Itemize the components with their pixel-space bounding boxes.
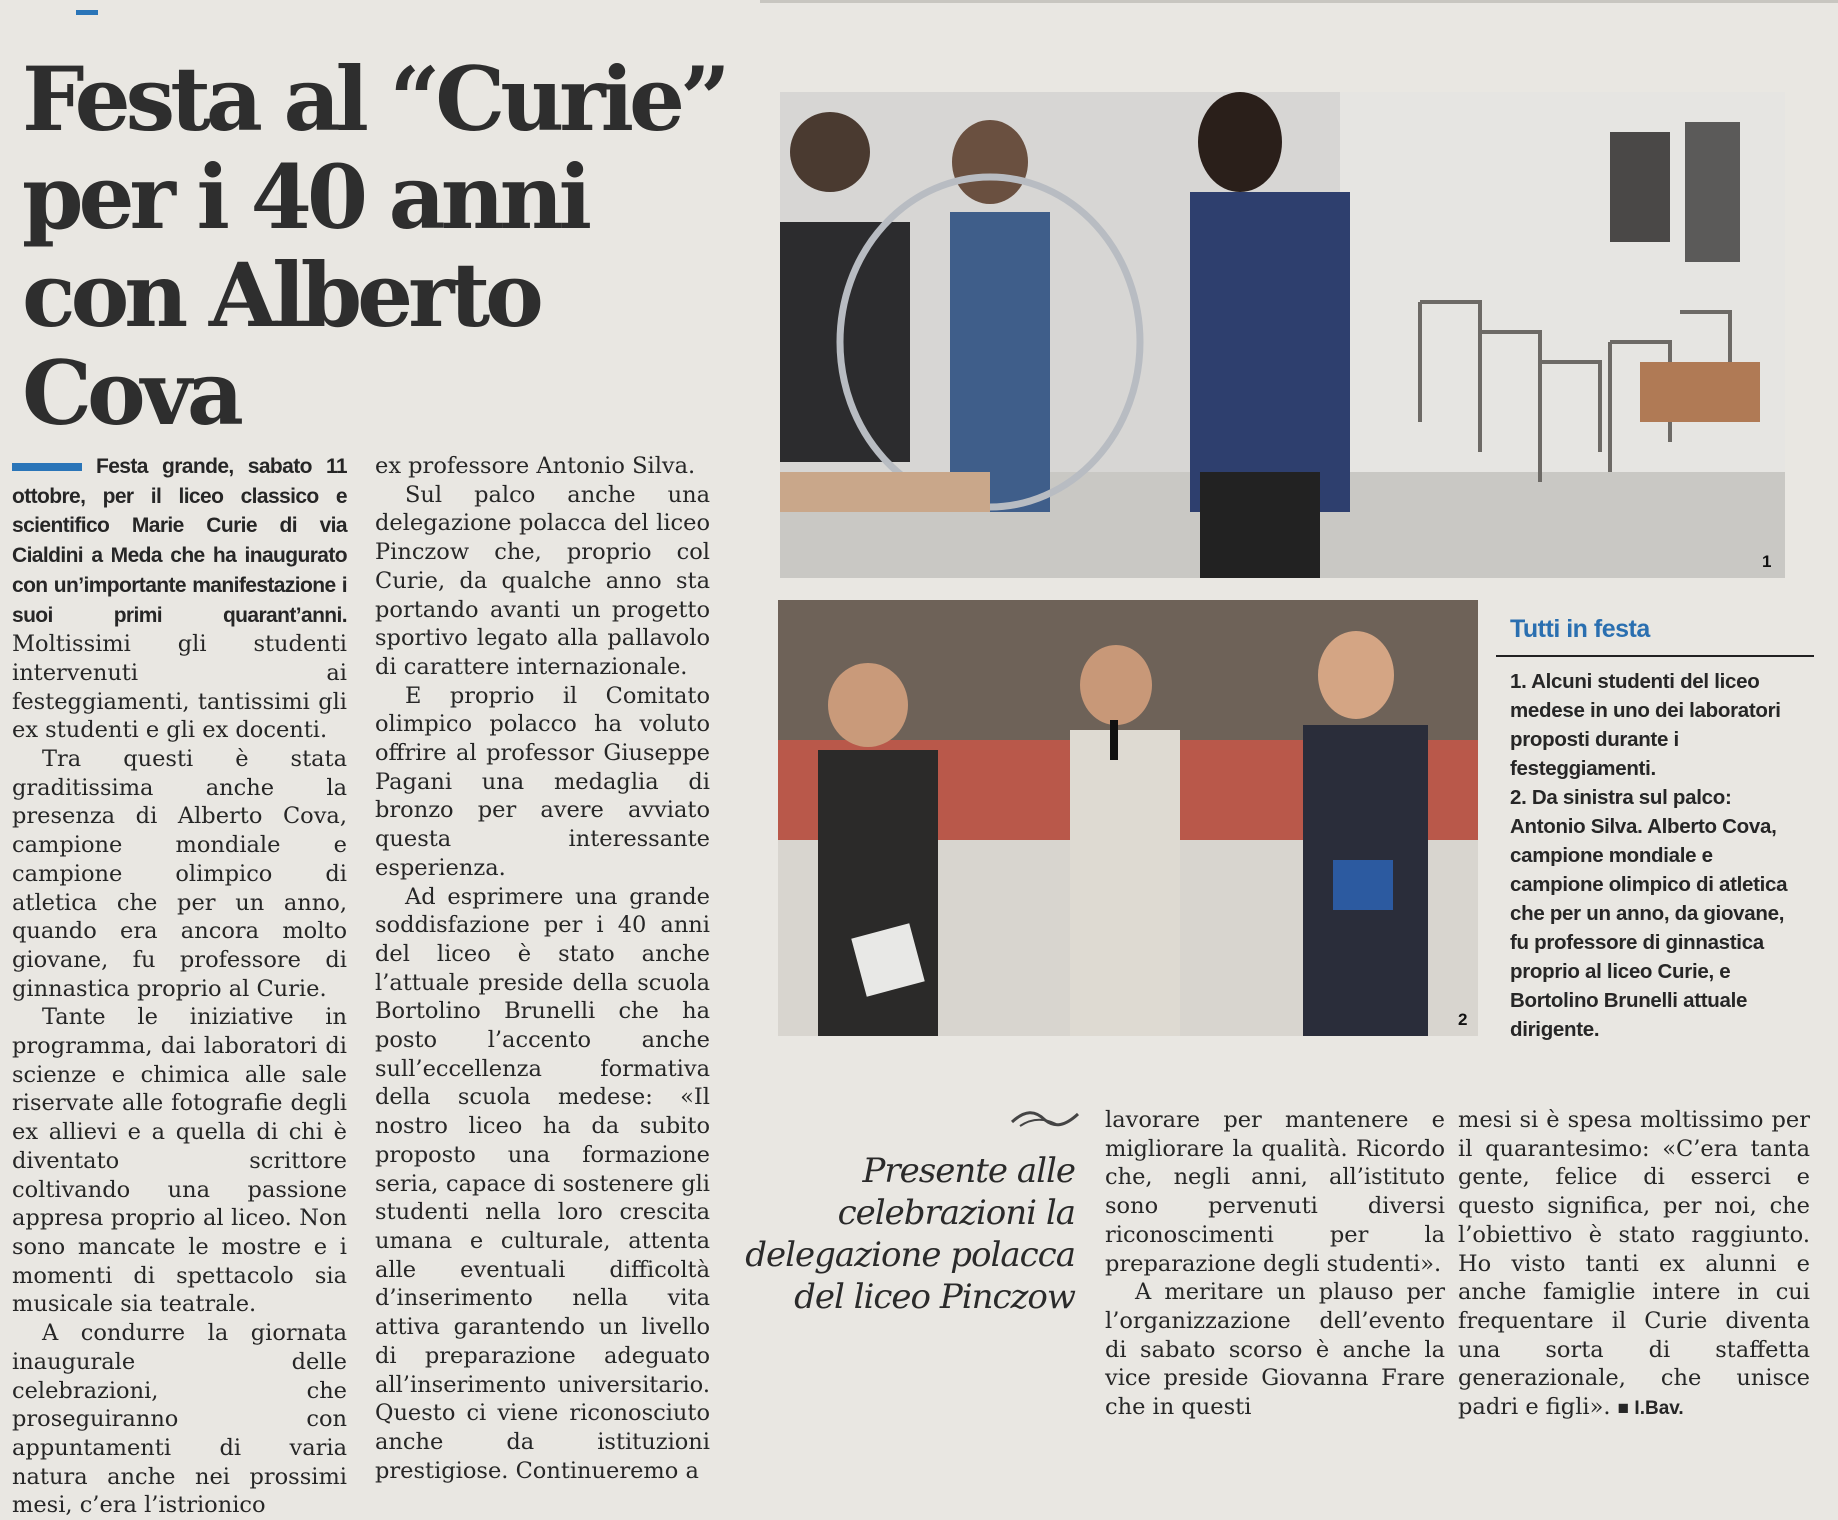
paragraph: Moltissimi gli studenti intervenuti ai festeggiamenti, tantissimi gli ex studenti e gli ex docenti. bbox=[12, 631, 347, 744]
article-lead: Festa grande, sabato 11 ottobre, per il liceo classico e scientifico Marie Curie di via Cialdini a Meda che ha inaugurato con un’importante manifestazione i suoi primi quarant’anni. bbox=[12, 455, 347, 627]
pull-quote: Presente alle celebrazioni la delegazione polacca del liceo Pinczow bbox=[745, 1151, 1075, 1317]
caption-rule bbox=[1496, 655, 1814, 657]
caption-box bbox=[1510, 615, 1810, 654]
caption-item-2: 2. Da sinistra sul palco: Antonio Silva. Alberto Cova, campione mondiale e campione olimpico di atletica che per un anno, da giovane, fu professore di ginnastica proprio al liceo Curie, e Bortolino Brunelli attuale dirigente. bbox=[1510, 786, 1788, 1041]
article-column-1 bbox=[12, 452, 347, 1520]
paragraph: Tante le iniziative in programma, dai laboratori di scienze e chimica alle sale riservate alle fotografie degli ex allievi e a quella di chi è diventato scrittore coltivando una passione appresa proprio al liceo. Non sono mancate le mostre e i momenti di spettacolo sia musicale sia teatrale. bbox=[12, 1004, 347, 1318]
ornament-icon bbox=[1010, 1108, 1080, 1130]
paragraph: A condurre la giornata inaugurale delle celebrazioni, che proseguiranno con appuntamenti di varia natura anche nei prossimi mesi, c’era l’istrionico bbox=[12, 1320, 347, 1519]
author-signature: ■ I.Bav. bbox=[1617, 1398, 1684, 1420]
lead-marker bbox=[12, 463, 82, 471]
article-lead-paragraph bbox=[12, 452, 347, 745]
article-column-4 bbox=[1105, 1106, 1445, 1422]
caption-text bbox=[1510, 667, 1808, 1044]
photo-number: 1 bbox=[1762, 552, 1772, 571]
headline: Festa al “Curie” per i 40 anni con Alberto Cova bbox=[22, 47, 726, 445]
paragraph: E proprio il Comitato olimpico polacco ha voluto offrire al professor Giuseppe Pagani una medaglia di bronzo per avere avviato questa interessante esperienza. bbox=[375, 682, 710, 881]
photo-students-laboratory bbox=[780, 92, 1785, 578]
paragraph-text: mesi si è spesa moltissimo per il quarantesimo: «C’era tanta gente, felice di esserci e questo significa, per noi, che l’obiettivo è stato raggiunto. Ho visto tanti ex alunni e anche famiglie intere in cui frequentare il Curie diventa una sorta di staffetta generazionale, che unisce padri e figli». bbox=[1458, 1107, 1810, 1421]
photo-stage-image bbox=[778, 600, 1478, 1036]
paragraph bbox=[1458, 1106, 1810, 1424]
top-rule bbox=[760, 0, 1838, 3]
paragraph: lavorare per mantenere e migliorare la qualità. Ricordo che, negli anni, all’istituto sono pervenuti diversi riconoscimenti per la preparazione degli studenti». bbox=[1105, 1107, 1445, 1277]
paragraph: Sul palco anche una delegazione polacca del liceo Pinczow che, proprio col Curie, da qualche anno sta portando avanti un progetto sportivo legato alla pallavolo di carattere internazionale. bbox=[375, 481, 710, 680]
caption-item-1: 1. Alcuni studenti del liceo medese in uno dei laboratori proposti durante i festeggiamenti. bbox=[1510, 670, 1781, 780]
photo-stage bbox=[778, 600, 1478, 1036]
article-column-5 bbox=[1458, 1106, 1810, 1424]
paragraph: A meritare un plauso per l’organizzazione dell’evento di sabato scorso è anche la vice preside Giovanna Frare che in questi bbox=[1105, 1279, 1445, 1421]
caption-title: Tutti in festa bbox=[1510, 615, 1650, 643]
paragraph: ex professore Antonio Silva. bbox=[375, 453, 696, 479]
paragraph: Tra questi è stata graditissima anche la presenza di Alberto Cova, campione mondiale e campione olimpico di atletica che per un anno, quando era ancora molto giovane, fu professore di ginnastica proprio al Curie. bbox=[12, 746, 347, 1002]
photo-students-laboratory-image bbox=[780, 92, 1785, 578]
paragraph: Ad esprimere una grande soddisfazione per i 40 anni del liceo è stato anche l’attuale preside della scuola Bortolino Brunelli che ha posto l’accento anche sull’eccellenza formativa della scuola medese: «Il nostro liceo ha da subito proposto una formazione seria, capace di sostenere gli studenti nella loro crescita umana e culturale, attenta alle eventuali difficoltà d’inserimento nella vita attiva garantendo un livello di preparazione adeguato all’inserimento universitario. Questo ci viene riconosciuto anche da istituzioni prestigiose. Continueremo a bbox=[375, 883, 710, 1484]
article-column-2 bbox=[375, 452, 710, 1485]
section-marker bbox=[76, 10, 98, 15]
photo-number: 2 bbox=[1458, 1010, 1468, 1029]
